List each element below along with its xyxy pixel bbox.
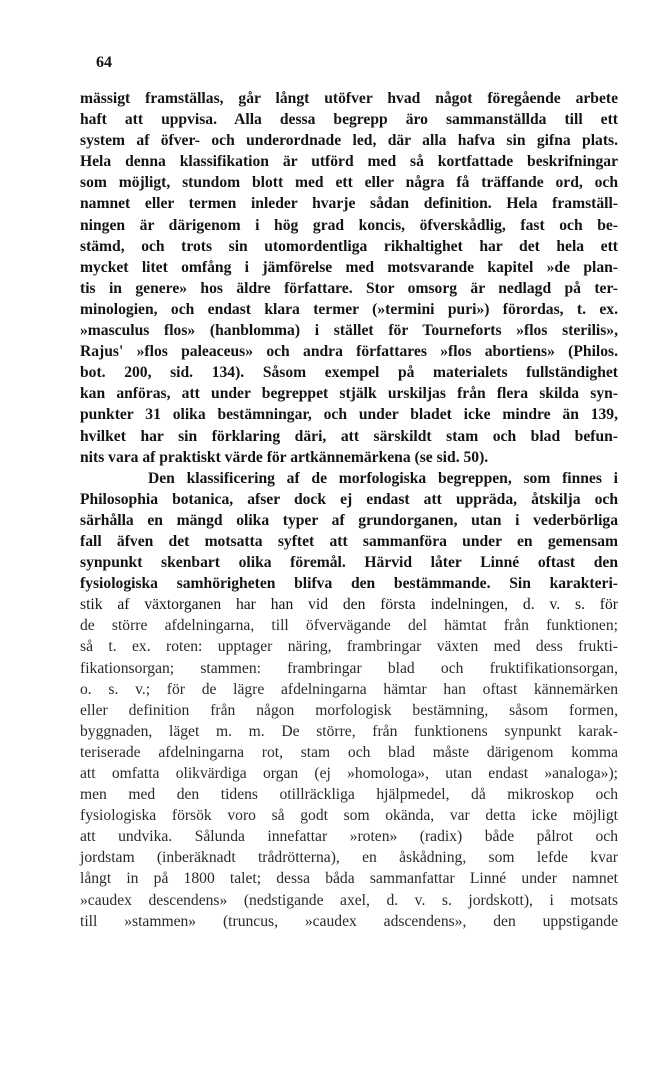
text-line: hvilket har sin förklaring däri, att särskildt stam och blad befun-	[80, 427, 618, 445]
text-line: haft att uppvisa. Alla dessa begrepp äro sammanställda till ett	[80, 111, 618, 129]
text-line: fysiologiska försök voro så godt som okända, var detta icke möjligt	[80, 807, 618, 825]
page-number: 64	[96, 54, 112, 71]
text-line: bot. 200, sid. 134). Såsom exempel på materialets fullständighet	[80, 364, 618, 382]
text-line: stik af växtorganen har han vid den första indelningen, d. v. s. för	[80, 596, 618, 614]
text-line: mycket litet omfång i jämförelse med motsvarande kapitel »de plan-	[80, 258, 618, 276]
text-line: minologien, och endast klara termer (»termini puri») förordas, t. ex.	[80, 300, 618, 318]
text-line: namnet eller termen inleder hvarje sådan definition. Hela framställ-	[80, 195, 618, 213]
text-line: »masculus flos» (hanblomma) i stället för Tourneforts »flos sterilis»,	[80, 322, 618, 340]
text-line: fysiologiska samhörigheten blifva den bestämmande. Sin karakteri-	[80, 575, 618, 593]
text-line: kan anföras, att under begreppet stjälk urskiljas från flera skilda syn-	[80, 385, 618, 403]
text-line: Rajus' »flos paleaceus» och andra författares »flos abortiens» (Philos.	[80, 343, 618, 361]
text-line: särhålla en mängd olika typer af grundorganen, utan i vederbörliga	[80, 511, 618, 529]
text-line: Den klassificering af de morfologiska begreppen, som finnes i	[148, 469, 618, 487]
text-line: att omfatta olikvärdiga organ (ej »homologa», utan endast »analoga»);	[80, 765, 618, 782]
text-line: att undvika. Sålunda innefattar »roten» (radix) både pålrot och	[80, 828, 618, 846]
text-line: »caudex descendens» (nedstigande axel, d. v. s. jordskott), i motsats	[80, 891, 618, 909]
text-line: tis in genere» hos äldre författare. Stor omsorg är nedlagd på ter-	[80, 279, 618, 297]
text-line: nits vara af praktiskt värde för artkännemärkena (se sid. 50).	[80, 448, 489, 466]
text-line: ningen är därigenom i hög grad koncis, öfverskådlig, fast och be-	[80, 216, 618, 234]
text-line: de större afdelningarna, till öfvervägande del hämtat från funktionen;	[80, 617, 618, 635]
text-line: eller definition från någon morfologisk bestämning, såsom formen,	[80, 701, 618, 719]
text-line: till »stammen» (truncus, »caudex adscendens», den uppstigande	[80, 912, 618, 930]
text-line: Hela denna klassifikation är utförd med så kortfattade beskrifningar	[80, 153, 618, 171]
text-line: Philosophia botanica, afser dock ej endast att uppräda, åtskilja och	[80, 490, 618, 508]
text-line: fikationsorgan; stammen: frambringar blad och fruktifikationsorgan,	[80, 659, 618, 677]
text-line: så t. ex. roten: upptager näring, frambringar växten med dess frukti-	[80, 638, 618, 656]
text-line: men med den tidens otillräckliga hjälpmedel, då mikroskop och	[80, 786, 618, 804]
text-line: system af öfver- och underordnade led, där alla hafva sin gifna plats.	[80, 132, 618, 150]
text-line: mässigt framställas, går långt utöfver hvad något föregående arbete	[80, 90, 618, 107]
text-line: synpunkt skenbart olika föremål. Härvid låter Linné oftast den	[80, 554, 618, 572]
text-line: långt in på 1800 talet; dessa båda sammanfattar Linné under namnet	[80, 870, 618, 888]
text-line: stämd, och trots sin utomordentliga rikhaltighet har det hela ett	[80, 237, 618, 255]
body-text	[80, 88, 618, 932]
text-line: som möjligt, stundom blott med ett eller några få träffande ord, och	[80, 174, 618, 192]
text-line: jordstam (inberäknadt trådrötterna), en åskådning, som lefde kvar	[80, 849, 618, 867]
text-line: teriserade afdelningarna rot, stam och blad måste därigenom komma	[80, 743, 618, 761]
text-line: byggnaden, läget m. m. De större, från funktionens synpunkt karak-	[80, 722, 618, 740]
text-line: o. s. v.; för de lägre afdelningarna hämtar han oftast kännemärken	[80, 680, 618, 698]
text-line: punkter 31 olika bestämningar, och under bladet icke mindre än 139,	[80, 406, 618, 424]
text-line: fall äfven det motsatta syftet att sammanföra under en gemensam	[80, 532, 618, 550]
